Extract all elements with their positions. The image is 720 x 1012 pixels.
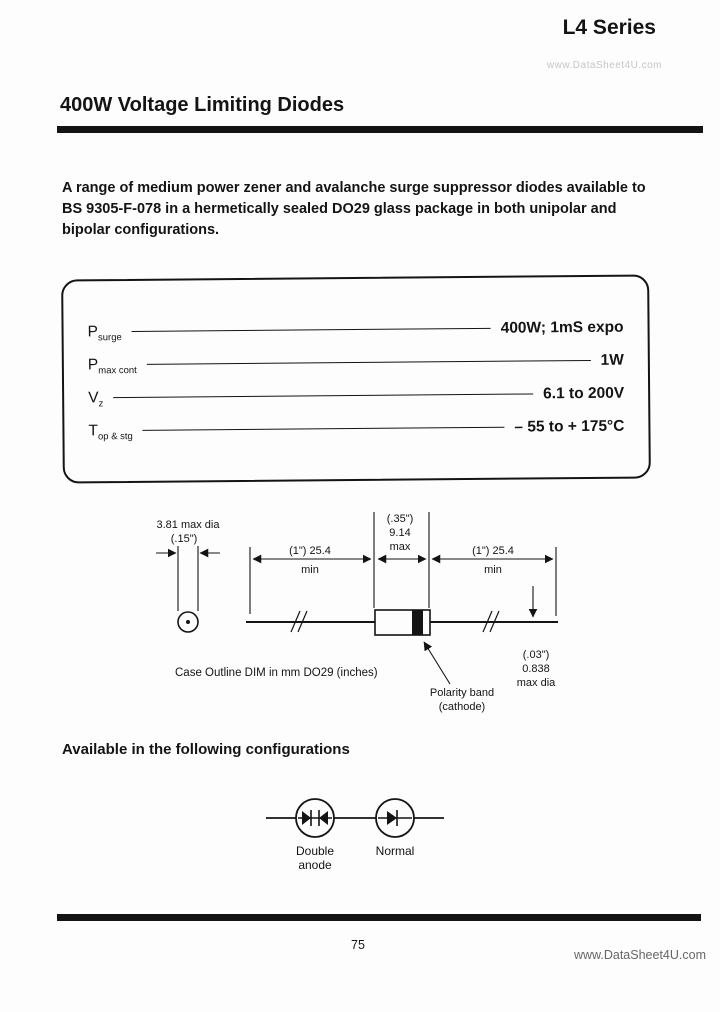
watermark-top: www.DataSheet4U.com	[546, 60, 662, 71]
dim-dia-in: (.15")	[170, 533, 198, 545]
double-anode-symbol	[296, 799, 334, 837]
dim-lead-dia-max: max dia	[516, 677, 556, 689]
spec-value: 1W	[600, 351, 624, 369]
spec-leader-line	[143, 427, 505, 431]
spec-leader-line	[113, 393, 533, 398]
normal-label: Normal	[375, 844, 415, 858]
dim-body-mm: 9.14	[389, 527, 411, 539]
dim-lead-dia-mm: 0.838	[522, 663, 550, 675]
polarity-label-cathode: (cathode)	[438, 701, 486, 713]
double-anode-label-line2: anode	[298, 858, 332, 872]
configurations-heading: Available in the following configurations	[62, 741, 350, 758]
spec-value: 6.1 to 200V	[543, 384, 625, 403]
spec-value: 400W; 1mS expo	[500, 318, 624, 337]
spec-leader-line	[147, 360, 591, 365]
dim-body-in: (.35")	[386, 513, 414, 525]
intro-paragraph: A range of medium power zener and avalanche surge suppressor diodes available to BS 9305-F-078 in a hermetically sealed DO29 glass package in both unipolar and bipolar configurations.	[62, 180, 646, 238]
specs-box	[61, 274, 651, 483]
configuration-symbols	[250, 782, 470, 882]
spec-value: – 55 to + 175°C	[514, 417, 625, 436]
end-view-circle	[178, 612, 198, 632]
diode-component	[246, 610, 558, 635]
end-view-diameter-dimension	[156, 546, 220, 611]
series-title: L4 Series	[562, 16, 656, 39]
page-title: 400W Voltage Limiting Diodes	[60, 94, 345, 116]
case-outline-drawing	[130, 505, 590, 720]
polarity-arrow	[424, 642, 450, 684]
spec-symbol: $V_z$	[88, 389, 104, 410]
dim-lead-dia-in: (.03")	[522, 649, 550, 661]
polarity-band	[412, 610, 423, 635]
dim-lead-left: (1") 25.4	[289, 545, 331, 557]
footer-rule	[57, 914, 701, 921]
normal-diode-symbol	[376, 799, 414, 837]
spec-leader-line	[132, 328, 491, 332]
dim-lead-right: (1") 25.4	[472, 545, 514, 557]
double-anode-label-line1: Double	[295, 844, 335, 858]
drawing-caption: Case Outline DIM in mm DO29 (inches)	[175, 667, 378, 679]
spec-row-psurge	[88, 319, 624, 357]
spec-symbol: $P_{max cont}$	[87, 356, 137, 377]
dim-body-max: max	[389, 541, 411, 553]
polarity-label: Polarity band	[429, 687, 495, 699]
spec-row-pmaxcont	[88, 352, 624, 390]
title-rule	[57, 126, 703, 133]
dim-lead-right-min: min	[484, 564, 502, 576]
spec-symbol: $T_{op \& stg}$	[88, 422, 133, 443]
page-number: 75	[351, 938, 365, 952]
spec-row-top-stg	[88, 418, 624, 456]
spec-row-vz	[88, 385, 624, 423]
spec-symbol: $P_{surge}$	[87, 323, 122, 344]
dim-dia-mm: 3.81 max dia	[156, 519, 220, 531]
dim-lead-left-min: min	[301, 564, 319, 576]
watermark-bottom: www.DataSheet4U.com	[573, 948, 706, 962]
